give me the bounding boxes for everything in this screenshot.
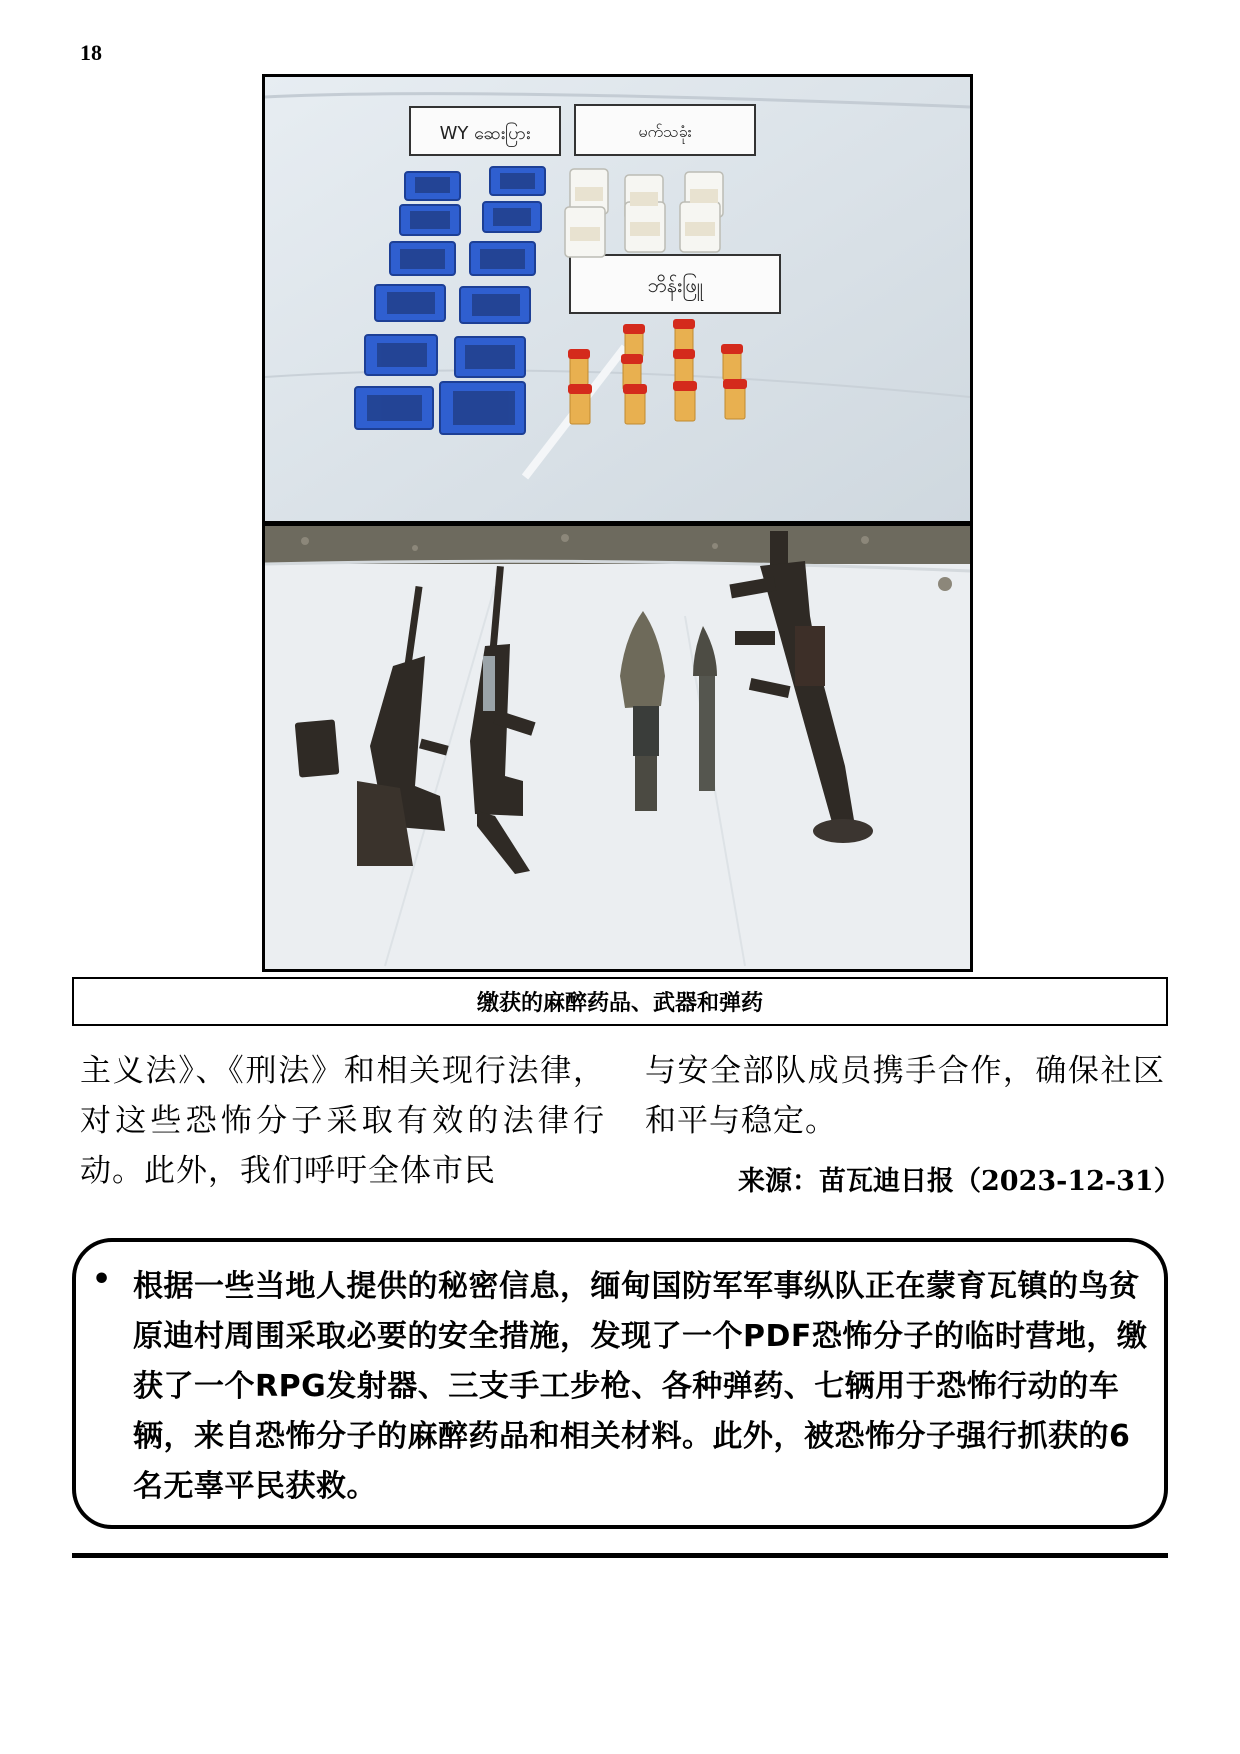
sign-wy-tablets <box>410 107 560 155</box>
article-source: 来源：苗瓦迪日报（2023-12-31） <box>738 1166 1181 1197</box>
page-number: 18 <box>80 40 102 65</box>
sign-wy-text: WY ဆေးပြား <box>439 123 531 144</box>
notice-text: 根据一些当地人提供的秘密信息，缅甸国防军军事纵队正在蒙育瓦镇的鸟贫原迪村周围采取必要的安全措施，发现了一个PDF恐怖分子的临时营地，缴获了一个RPG发射器、三支手工步枪、各种弹药、七辆用于恐怖行动的车辆，来自恐怖分子的麻醉药品和相关材料。此外，被恐怖分子强行抓获的6名无辜平民获救。 <box>133 1269 1148 1504</box>
sign-powder-text: မက်သခုံး <box>638 122 692 141</box>
seized-drugs-image <box>265 77 970 521</box>
photo-caption-box <box>72 977 1168 1026</box>
sign-heroin-text: ဘိန်းဖြူ <box>647 273 703 297</box>
notice-bullet: • <box>92 1262 112 1297</box>
seized-weapons-image <box>265 526 970 969</box>
magazine-shape <box>295 719 340 777</box>
photo-caption: 缴获的麻醉药品、武器和弹药 <box>476 991 763 1016</box>
ground-strip <box>265 526 970 564</box>
sign-heroin <box>570 255 780 313</box>
seized-weapons-photo <box>262 523 973 972</box>
article-right-column: 与安全部队成员携手合作，确保社区和平与稳定。 <box>645 1053 1165 1139</box>
seized-drugs-photo <box>262 74 973 524</box>
bottom-divider <box>72 1553 1168 1558</box>
article-left-column: 主义法》、《刑法》和相关现行法律，对这些恐怖分子采取有效的法律行动。此外，我们呼吁全体市民 <box>80 1053 605 1189</box>
sign-powder <box>575 105 755 155</box>
white-powder-jars <box>565 169 723 257</box>
